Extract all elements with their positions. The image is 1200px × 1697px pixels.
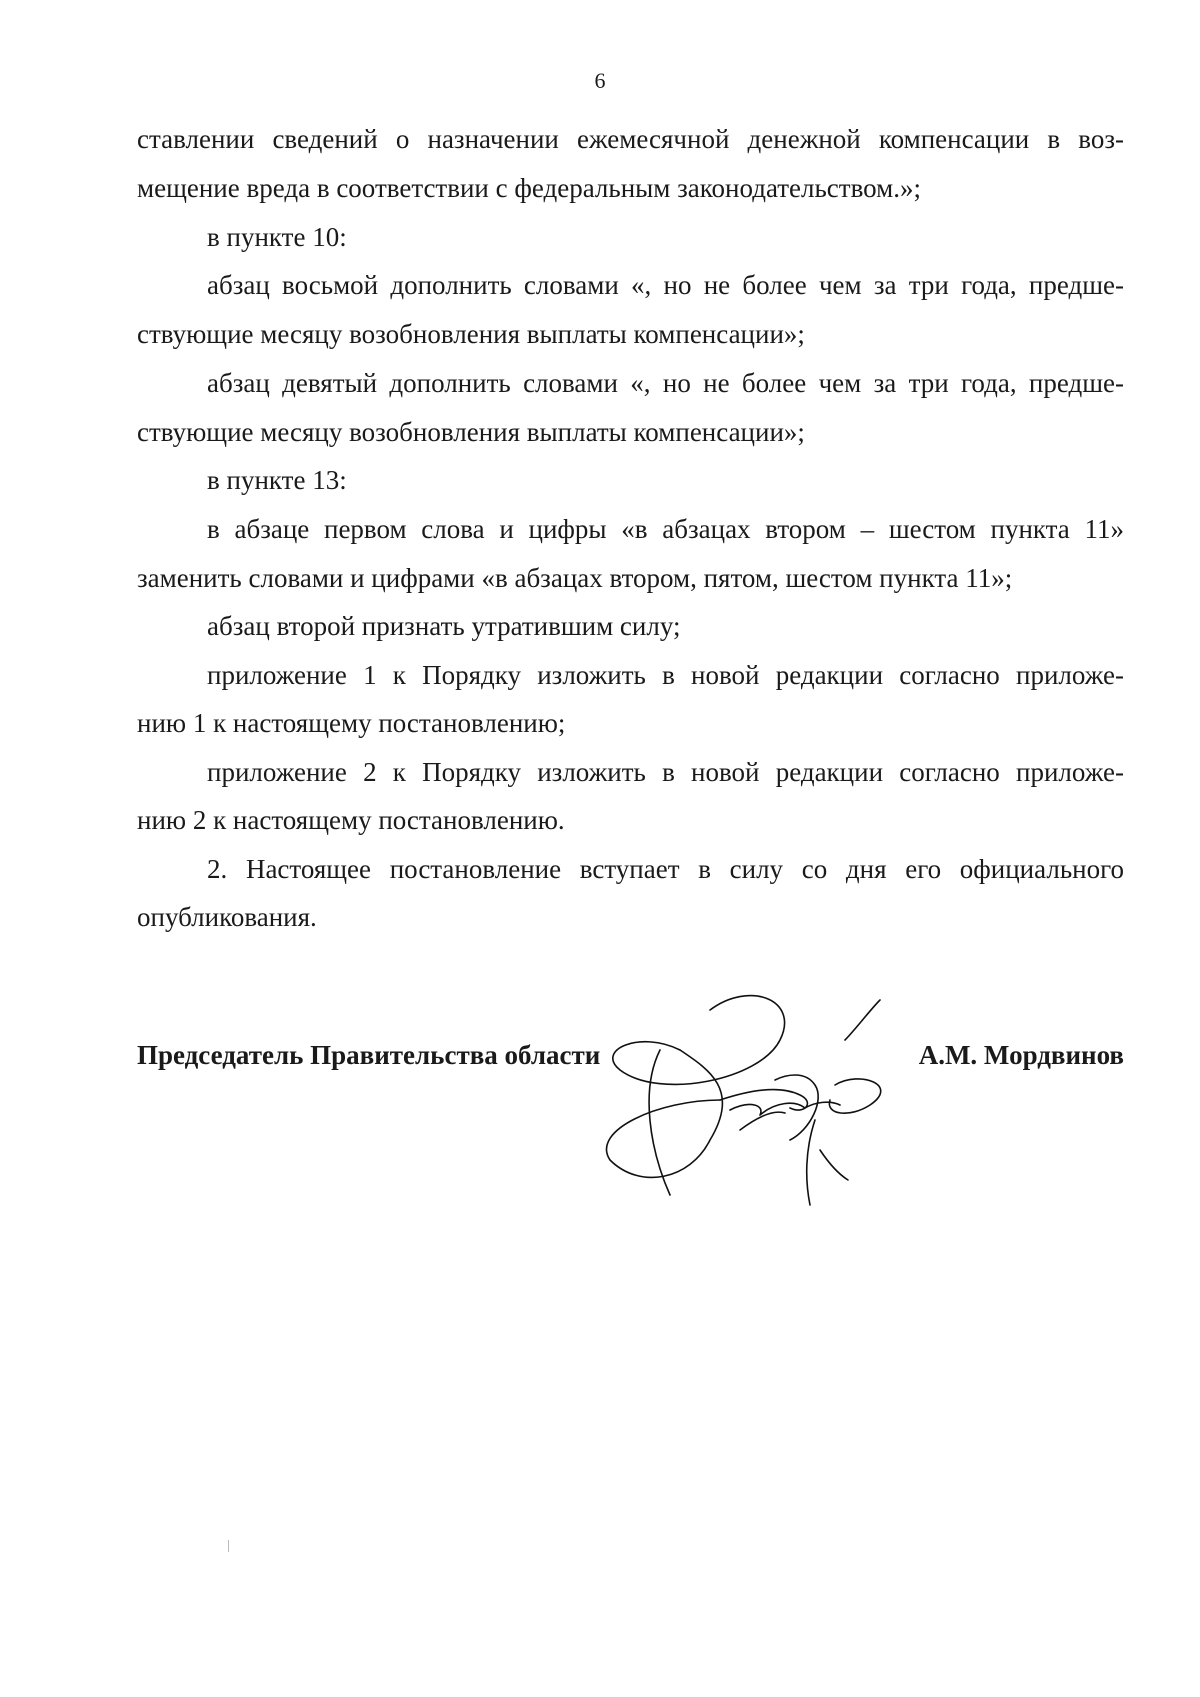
text-line-10: заменить словами и цифрами «в абзацах втором, пятом, шестом пункта 11»;	[137, 563, 1013, 593]
handwritten-signature	[600, 990, 940, 1210]
text-line-9: в абзаце первом слова и цифры «в абзацах втором – шестом пункта 11»	[207, 514, 1124, 544]
text-line-16: 2. Настоящее постановление вступает в силу со дня его официального	[207, 854, 1124, 884]
text-line-1: ставлении сведений о назначении ежемесячной денежной компенсации в воз-	[137, 124, 1124, 154]
text-line-17: опубликования.	[137, 902, 317, 932]
text-line-12: приложение 1 к Порядку изложить в новой редакции согласно приложе-	[207, 660, 1124, 690]
signatory-title: Председатель Правительства области	[137, 1040, 601, 1070]
text-line-5: ствующие месяцу возобновления выплаты компенсации»;	[137, 319, 805, 349]
text-line-14: приложение 2 к Порядку изложить в новой редакции согласно приложе-	[207, 757, 1124, 787]
text-line-2: мещение вреда в соответствии с федеральным законодательством.»;	[137, 173, 921, 203]
text-line-7: ствующие месяцу возобновления выплаты компенсации»;	[137, 417, 805, 447]
text-line-11: абзац второй признать утратившим силу;	[207, 611, 681, 641]
text-line-8: в пункте 13:	[207, 465, 347, 495]
text-line-3: в пункте 10:	[207, 222, 347, 252]
page-number: 6	[594, 68, 606, 93]
text-line-15: нию 2 к настоящему постановлению.	[137, 805, 565, 835]
scan-artifact	[228, 1540, 229, 1552]
text-line-4: абзац восьмой дополнить словами «, но не более чем за три года, предше-	[207, 270, 1124, 300]
text-line-13: нию 1 к настоящему постановлению;	[137, 708, 566, 738]
signatory-name: А.М. Мордвинов	[918, 1040, 1124, 1070]
text-line-6: абзац девятый дополнить словами «, но не более чем за три года, предше-	[207, 368, 1124, 398]
